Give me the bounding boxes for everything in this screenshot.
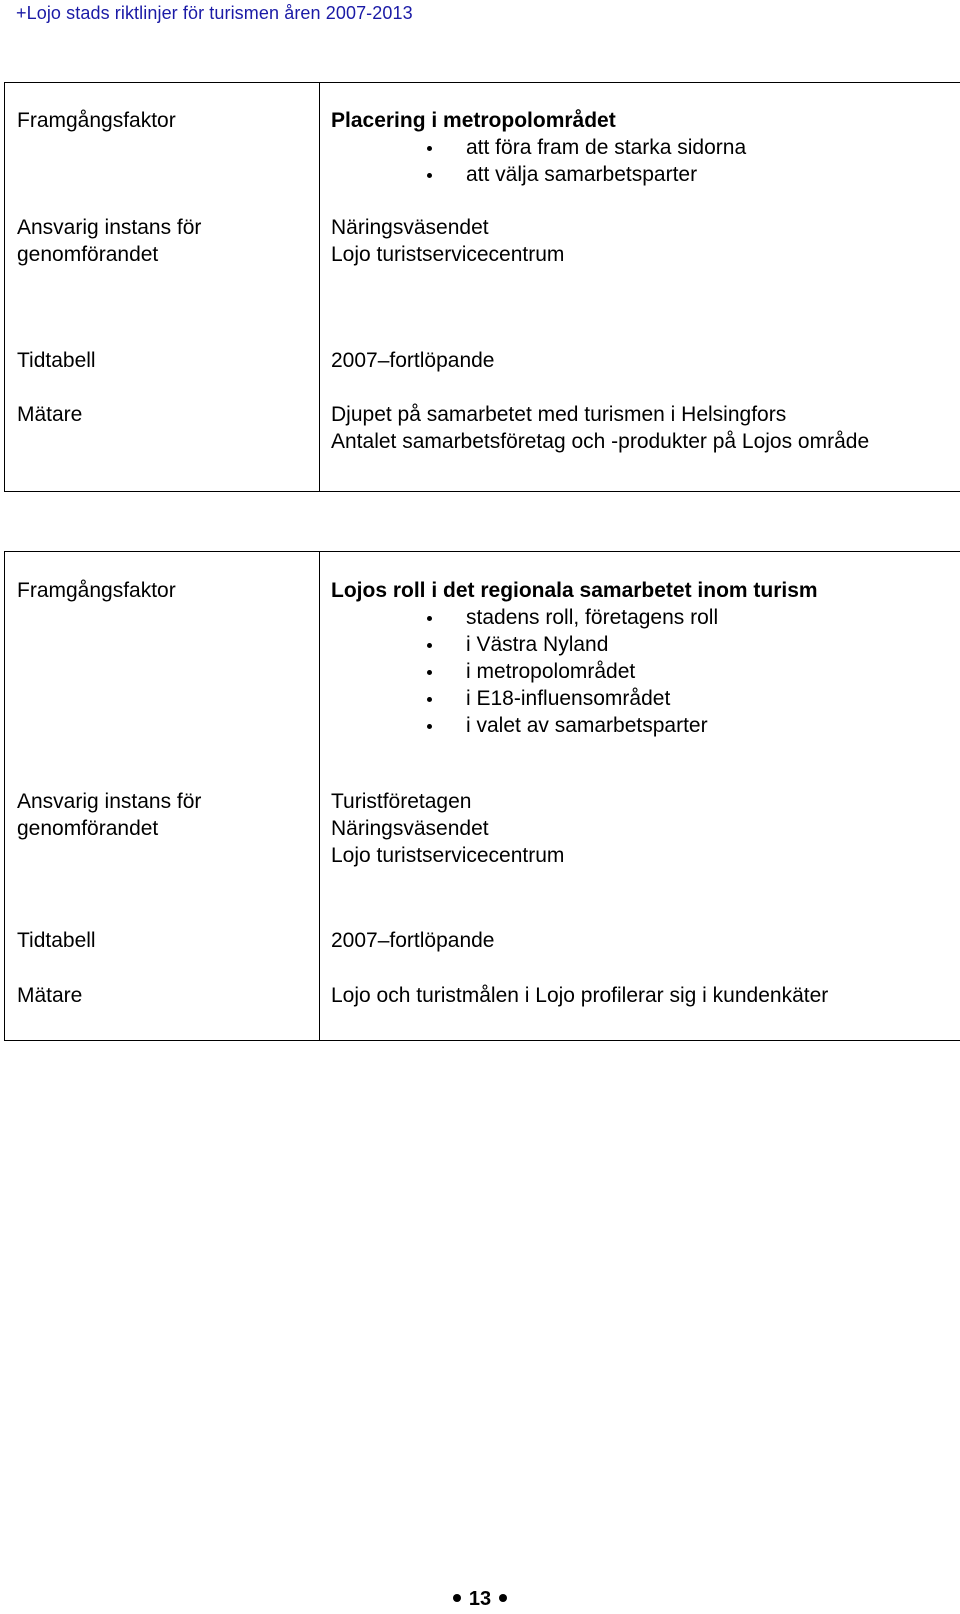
- bullet-dot-icon: [427, 697, 432, 702]
- bullet-item: i Västra Nyland: [331, 631, 718, 658]
- bullet-item: att föra fram de starka sidorna: [331, 134, 746, 161]
- column-divider: [319, 83, 320, 491]
- label-responsible-line-1: Ansvarig instans för: [17, 790, 202, 813]
- label-meter: Mätare: [17, 984, 83, 1007]
- schedule-value: 2007–fortlöpande: [331, 349, 495, 372]
- label-meter: Mätare: [17, 403, 83, 426]
- bullet-dot-icon: [453, 1594, 461, 1602]
- bullet-dot-icon: [427, 643, 432, 648]
- label-responsible-line-1: Ansvarig instans för: [17, 216, 202, 239]
- success-factor-table-2: [4, 551, 960, 1041]
- success-factor-title: Placering i metropolområdet: [331, 109, 616, 132]
- running-header-title: +Lojo stads riktlinjer för turismen åren 2007-2013: [16, 3, 413, 23]
- responsible-item: Näringsväsendet: [331, 817, 489, 840]
- responsible-item: Lojo turistservicecentrum: [331, 844, 565, 867]
- bullet-item: i valet av samarbetsparter: [331, 712, 718, 739]
- label-schedule: Tidtabell: [17, 929, 96, 952]
- bullet-item: i metropolområdet: [331, 658, 718, 685]
- bullet-item: i E18-influensområdet: [331, 685, 718, 712]
- label-success-factor: Framgångsfaktor: [17, 579, 176, 602]
- bullet-dot-icon: [499, 1594, 507, 1602]
- meter-item: Djupet på samarbetet med turismen i Helsingfors: [331, 403, 787, 426]
- bullet-dot-icon: [427, 173, 432, 178]
- responsible-item: Näringsväsendet: [331, 216, 489, 239]
- schedule-value: 2007–fortlöpande: [331, 929, 495, 952]
- success-factor-title: Lojos roll i det regionala samarbetet inom turism: [331, 579, 818, 602]
- meter-item: Antalet samarbetsföretag och -produkter på Lojos område: [331, 430, 870, 453]
- bullet-dot-icon: [427, 670, 432, 675]
- column-divider: [319, 552, 320, 1040]
- label-schedule: Tidtabell: [17, 349, 96, 372]
- meter-item: Lojo och turistmålen i Lojo profilerar sig i kundenkäter: [331, 984, 829, 1007]
- label-responsible-line-2: genomförandet: [17, 243, 159, 266]
- success-factor-bullets: [331, 604, 718, 739]
- bullet-dot-icon: [427, 146, 432, 151]
- label-responsible-line-2: genomförandet: [17, 817, 159, 840]
- page-number: [0, 1588, 960, 1611]
- responsible-item: Lojo turistservicecentrum: [331, 243, 565, 266]
- success-factor-table-1: [4, 82, 960, 492]
- page-number-value: 13: [468, 1588, 492, 1610]
- responsible-item: Turistföretagen: [331, 790, 472, 813]
- success-factor-bullets: [331, 134, 746, 188]
- bullet-item: att välja samarbetsparter: [331, 161, 746, 188]
- bullet-item: stadens roll, företagens roll: [331, 604, 718, 631]
- bullet-dot-icon: [427, 724, 432, 729]
- bullet-dot-icon: [427, 616, 432, 621]
- label-success-factor: Framgångsfaktor: [17, 109, 176, 132]
